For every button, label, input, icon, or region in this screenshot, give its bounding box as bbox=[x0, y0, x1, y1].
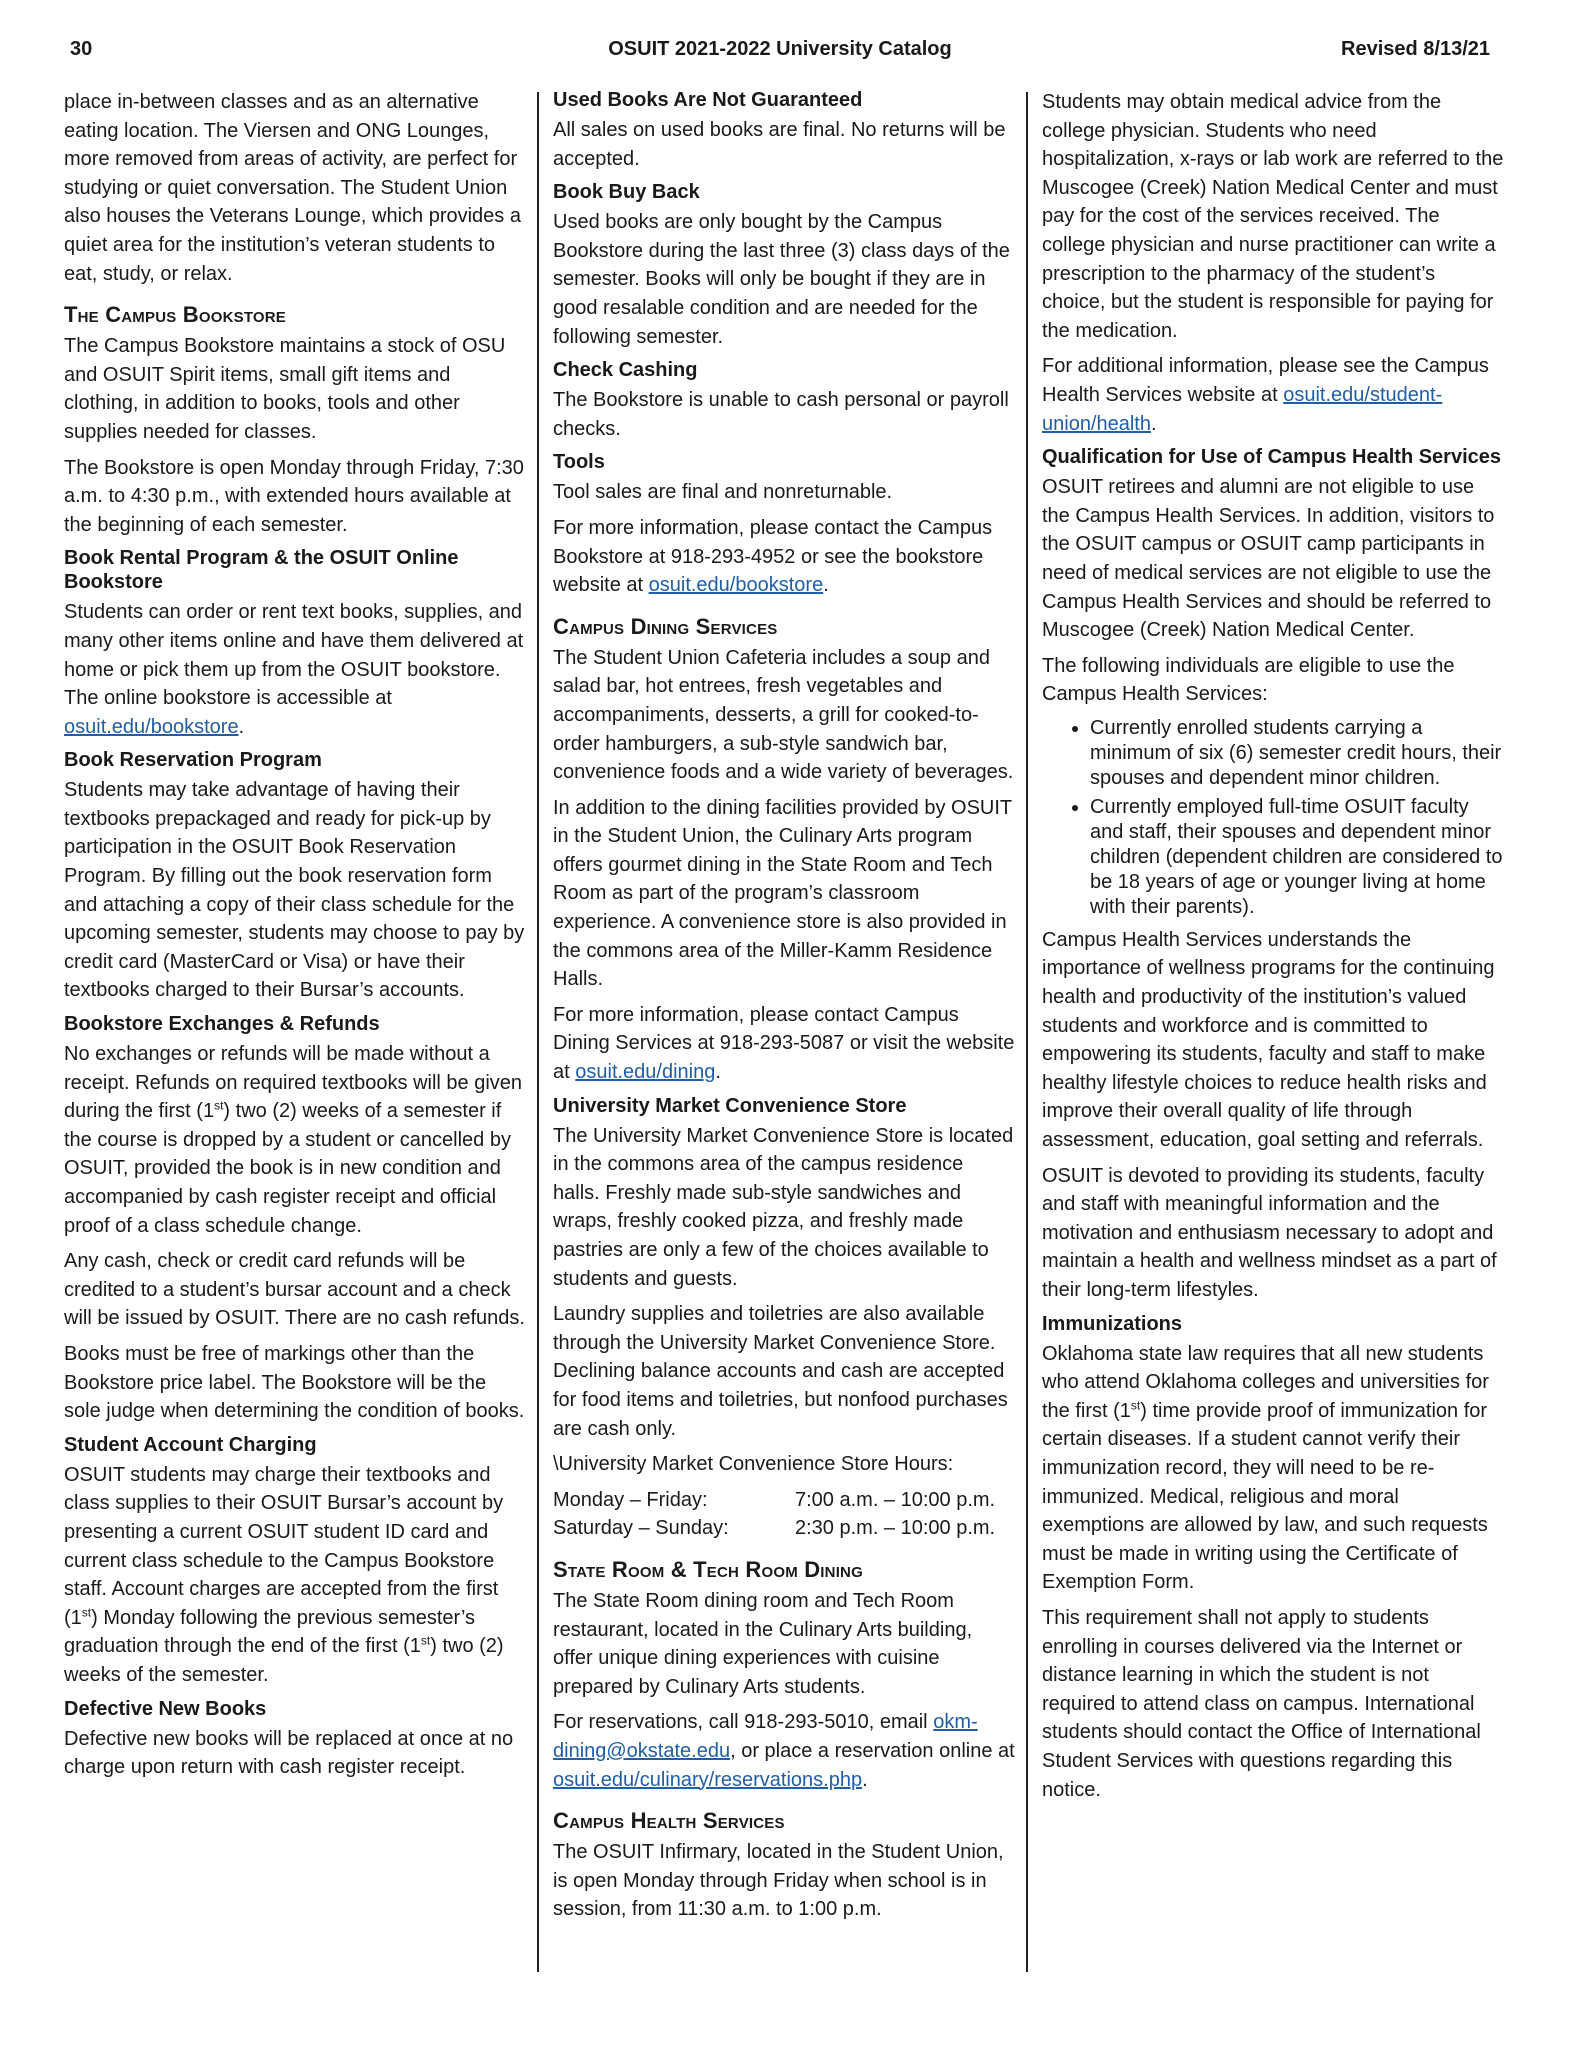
column-3 bbox=[1042, 88, 1504, 1811]
hours-time: 7:00 a.m. – 10:00 p.m. bbox=[795, 1488, 996, 1511]
eligibility-list bbox=[1042, 716, 1504, 920]
dining-paragraph-1: The Student Union Cafeteria includes a soup and salad bar, hot entrees, fresh vegetables and accompaniments, desserts, a grill for cooked-to-order hamburgers, a sub-style sandwich bar, convenience foods and a wide variety of beverages. bbox=[553, 646, 1014, 784]
column-divider-1 bbox=[537, 92, 539, 1972]
exchanges-paragraph-1 bbox=[64, 1040, 526, 1240]
market-paragraph-2: Laundry supplies and toiletries are also available through the University Market Convenience Store. Declining balance accounts and cash are accepted for food items and toiletries, but nonfood purchases are cash only. bbox=[553, 1303, 1008, 1440]
rental-text: Students can order or rent text books, supplies, and many other items online and have them delivered at home or pick them up from the OSUIT bookstore. The online bookstore is accessible at bbox=[64, 601, 524, 710]
bookstore-link[interactable]: osuit.edu/bookstore bbox=[648, 574, 824, 597]
heading-check-cashing: Check Cashing bbox=[553, 359, 698, 382]
revision-date: Revised 8/13/21 bbox=[1341, 38, 1490, 60]
heading-tools: Tools bbox=[553, 451, 605, 474]
heading-exchanges-refunds: Bookstore Exchanges & Refunds bbox=[64, 1013, 380, 1036]
hours-days: Saturday – Sunday: bbox=[553, 1517, 729, 1540]
catalog-title: OSUIT 2021-2022 University Catalog bbox=[608, 38, 952, 60]
intro-paragraph: place in-between classes and as an alternative eating location. The Viersen and ONG Lounges, more removed from areas of activity, are perfect for studying or quiet conversation. The Student Union also houses the Veterans Lounge, which provides a quiet area for the institution’s veteran students to eat, study, or relax. bbox=[64, 91, 521, 285]
heading-book-reservation: Book Reservation Program bbox=[64, 749, 322, 772]
wellness-paragraph-1: Campus Health Services understands the importance of wellness programs for the continuing health and productivity of the institution’s valued students and workforce and is committed to empowering its students, faculty and staff to make healthy lifestyle choices to reduce health risks and improve their overall quality of life through assessment, education, goal setting and referrals. bbox=[1042, 928, 1495, 1152]
qualification-paragraph-1: OSUIT retirees and alumni are not eligible to use the Campus Health Services. In addition, visitors to the OSUIT campus or OSUIT camp participants in need of medical services are not eligible to use the Campus Health Services and should be referred to Muscogee (Creek) Nation Medical Center. bbox=[1042, 476, 1495, 642]
heading-campus-bookstore: The Campus Bookstore bbox=[64, 302, 287, 328]
column-2 bbox=[553, 88, 1015, 1931]
page-number: 30 bbox=[70, 38, 93, 60]
page-header bbox=[70, 38, 1490, 68]
heading-account-charging: Student Account Charging bbox=[64, 1433, 317, 1456]
dining-link[interactable]: osuit.edu/dining bbox=[575, 1061, 716, 1084]
reserve-text-b: , or place a reservation online at bbox=[730, 1739, 1015, 1762]
wellness-paragraph-2: OSUIT is devoted to providing its students, faculty and staff with meaningful information and the motivation and enthusiasm necessary to adopt and maintain a health and wellness mindset as a part of their long-term lifestyles. bbox=[1042, 1164, 1497, 1301]
health-paragraph: The OSUIT Infirmary, located in the Student Union, is open Monday through Friday when school is in session, from 11:30 a.m. to 1:00 p.m. bbox=[553, 1841, 1004, 1921]
exchanges-paragraph-3: Books must be free of markings other than the Bookstore price label. The Bookstore will be the sole judge when determining the condition of books. bbox=[64, 1342, 525, 1423]
bookstore-contact-paragraph: For more information, please contact the Campus Bookstore at 918-293-4952 or see the bookstore website at osuit.edu/bookstore. bbox=[553, 516, 993, 597]
charging-text-b: ) Monday following the previous semester’s graduation through the end of the first (1 bbox=[64, 1606, 476, 1658]
reserve-text-a: For reservations, call 918-293-5010, email bbox=[553, 1711, 928, 1734]
health-info-paragraph: For additional information, please see the Campus Health Services website at osuit.edu/student-union/health. bbox=[1042, 355, 1489, 435]
state-room-paragraph: The State Room dining room and Tech Room restaurant, located in the Culinary Arts building, offer unique dining experiences with cuisine prepared by Culinary Arts students. bbox=[553, 1589, 973, 1698]
exchanges-text-b: ) two (2) weeks of a semester if the course is dropped by a student or cancelled by OSUIT, provided the book is in new condition and accompanied by cash register receipt and official proof of a class schedule change. bbox=[64, 1100, 511, 1237]
tools-paragraph: Tool sales are final and nonreturnable. bbox=[553, 481, 893, 504]
charging-paragraph bbox=[64, 1461, 526, 1690]
hours-title: \University Market Convenience Store Hours: bbox=[553, 1453, 954, 1476]
rental-paragraph: Students can order or rent text books, supplies, and many other items online and have them delivered at home or pick them up from the OSUIT bookstore. The online bookstore is accessible at osuit.edu/bookstore. bbox=[64, 601, 524, 738]
heading-qualification: Qualification for Use of Campus Health Services bbox=[1042, 446, 1502, 469]
check-cashing-paragraph: The Bookstore is unable to cash personal or payroll checks. bbox=[553, 389, 1009, 440]
reservations-paragraph: For reservations, call 918-293-5010, email okm-dining@okstate.edu, or place a reservation online at osuit.edu/culinary/reservations.php. bbox=[553, 1711, 1015, 1791]
contact-text: For more information, please contact the Campus Bookstore at 918-293-4952 or see the bookstore website at bbox=[553, 516, 993, 597]
charging-text-c: ) two (2) weeks of the semester. bbox=[64, 1635, 504, 1686]
column-1 bbox=[64, 88, 526, 1789]
bookstore-paragraph-1: The Campus Bookstore maintains a stock of OSU and OSUIT Spirit items, small gift items and clothing, in addition to books, tools and other supplies needed for classes. bbox=[64, 335, 506, 443]
heading-campus-health: Campus Health Services bbox=[553, 1808, 785, 1834]
superscript: st bbox=[214, 1098, 224, 1113]
qualification-paragraph-2: The following individuals are eligible to use the Campus Health Services: bbox=[1042, 654, 1455, 706]
immun-text-b: ) time provide proof of immunization for certain diseases. If a student cannot verify their immunization record, they will need to be re-immunized. Medical, religious and moral exemptions are allowed by law, and such requests must be made in writing using the Certificate of Exemption Form. bbox=[1042, 1399, 1488, 1594]
bookstore-link[interactable]: osuit.edu/bookstore bbox=[64, 715, 239, 738]
defective-paragraph: Defective new books will be replaced at once at no charge upon return with cash register receipt. bbox=[64, 1727, 514, 1779]
list-item: • Currently enrolled students carrying a minimum of six (6) semester credit hours, their spouses and dependent minor children. bbox=[1090, 716, 1504, 791]
exchanges-paragraph-2: Any cash, check or credit card refunds will be credited to a student’s bursar account and a check will be issued by OSUIT. There are no cash refunds. bbox=[64, 1250, 525, 1330]
dining-paragraph-2: In addition to the dining facilities provided by OSUIT in the Student Union, the Culinary Arts program offers gourmet dining in the State Room and Tech Room as part of the program’s classroom experience. A convenience store is also provided in the commons area of the Miller-Kamm Residence Halls. bbox=[553, 796, 1012, 991]
heading-defective-books: Defective New Books bbox=[64, 1697, 267, 1720]
dining-text: For more information, please contact Campus Dining Services at 918-293-5087 or visit the website at bbox=[553, 1003, 1015, 1084]
heading-used-books: Used Books Are Not Guaranteed bbox=[553, 89, 863, 111]
hours-time: 2:30 p.m. – 10:00 p.m. bbox=[795, 1517, 996, 1540]
immunizations-paragraph-1 bbox=[1042, 1340, 1504, 1597]
superscript: st bbox=[420, 1633, 431, 1648]
column-divider-2 bbox=[1026, 92, 1028, 1972]
heading-state-room: State Room & Tech Room Dining bbox=[553, 1556, 863, 1582]
dining-paragraph-3: For more information, please contact Campus Dining Services at 918-293-5087 or visit the website at osuit.edu/dining. bbox=[553, 1003, 1015, 1084]
hours-table bbox=[553, 1486, 1015, 1543]
heading-campus-dining: Campus Dining Services bbox=[553, 613, 778, 639]
hours-days: Monday – Friday: bbox=[553, 1488, 708, 1511]
heading-immunizations: Immunizations bbox=[1042, 1312, 1183, 1335]
immun-text-a: Oklahoma state law requires that all new students who attend Oklahoma colleges and universities for the first (1 bbox=[1042, 1342, 1489, 1422]
charging-text-a: OSUIT students may charge their textbooks and class supplies to their OSUIT Bursar’s account by presenting a current OSUIT student ID card and current class schedule to the Campus Bookstore staff. Account charges are accepted from the first (1 bbox=[64, 1463, 504, 1629]
heading-buy-back: Book Buy Back bbox=[553, 181, 700, 204]
used-books-paragraph: All sales on used books are final. No returns will be accepted. bbox=[553, 119, 1006, 170]
buy-back-paragraph: Used books are only bought by the Campus Bookstore during the last three (3) class days of the semester. Books will only be bought if they are in good resalable condition and are needed for the following semester. bbox=[553, 211, 1010, 348]
bookstore-paragraph-2: The Bookstore is open Monday through Friday, 7:30 a.m. to 4:30 p.m., with extended hours available at the beginning of each semester. bbox=[64, 456, 524, 536]
list-item: • Currently employed full-time OSUIT faculty and staff, their spouses and dependent minor children (dependent children are considered to be 18 years of age or younger living at home with their parents). bbox=[1090, 795, 1504, 920]
email-link[interactable]: okm-dining@okstate.edu bbox=[553, 1711, 978, 1762]
market-paragraph-1: The University Market Convenience Store is located in the commons area of the campus residence halls. Freshly made sub-style sandwiches and wraps, freshly cooked pizza, and freshly made pastries are only a few of the choices available to students and guests. bbox=[553, 1124, 1014, 1290]
health-link[interactable]: osuit.edu/student-union/health bbox=[1042, 383, 1443, 435]
medical-paragraph: Students may obtain medical advice from the college physician. Students who need hospitalization, x-rays or lab work are referred to the Muscogee (Creek) Nation Medical Center and must pay for the cost of the services received. The college physician and nurse practitioner can write a prescription to the pharmacy of the student’s choice, but the student is responsible for paying for the medication. bbox=[1042, 91, 1504, 342]
health-info-text: For additional information, please see the Campus Health Services website at bbox=[1042, 355, 1489, 406]
superscript: st bbox=[1130, 1398, 1141, 1413]
reservations-link[interactable]: osuit.edu/culinary/reservations.php bbox=[553, 1768, 863, 1791]
immunizations-paragraph-2: This requirement shall not apply to students enrolling in courses delivered via the Internet or distance learning in which the student is not required to attend class on campus. International students should contact the Office of International Student Services with questions regarding this notice. bbox=[1042, 1606, 1481, 1801]
heading-book-rental: Book Rental Program & the OSUIT Online Bookstore bbox=[64, 547, 459, 594]
superscript: st bbox=[81, 1605, 92, 1620]
reservation-paragraph: Students may take advantage of having their textbooks prepackaged and ready for pick-up by participation in the OSUIT Book Reservation Program. By filling out the book reservation form and attaching a copy of their class schedule for the upcoming semester, students may choose to pay by credit card (MasterCard or Visa) or have their textbooks charged to their Bursar’s accounts. bbox=[64, 779, 525, 1002]
heading-market-store: University Market Convenience Store bbox=[553, 1094, 907, 1117]
exchanges-text-a: No exchanges or refunds will be made without a receipt. Refunds on required textbooks will be given during the first (1 bbox=[64, 1043, 523, 1123]
